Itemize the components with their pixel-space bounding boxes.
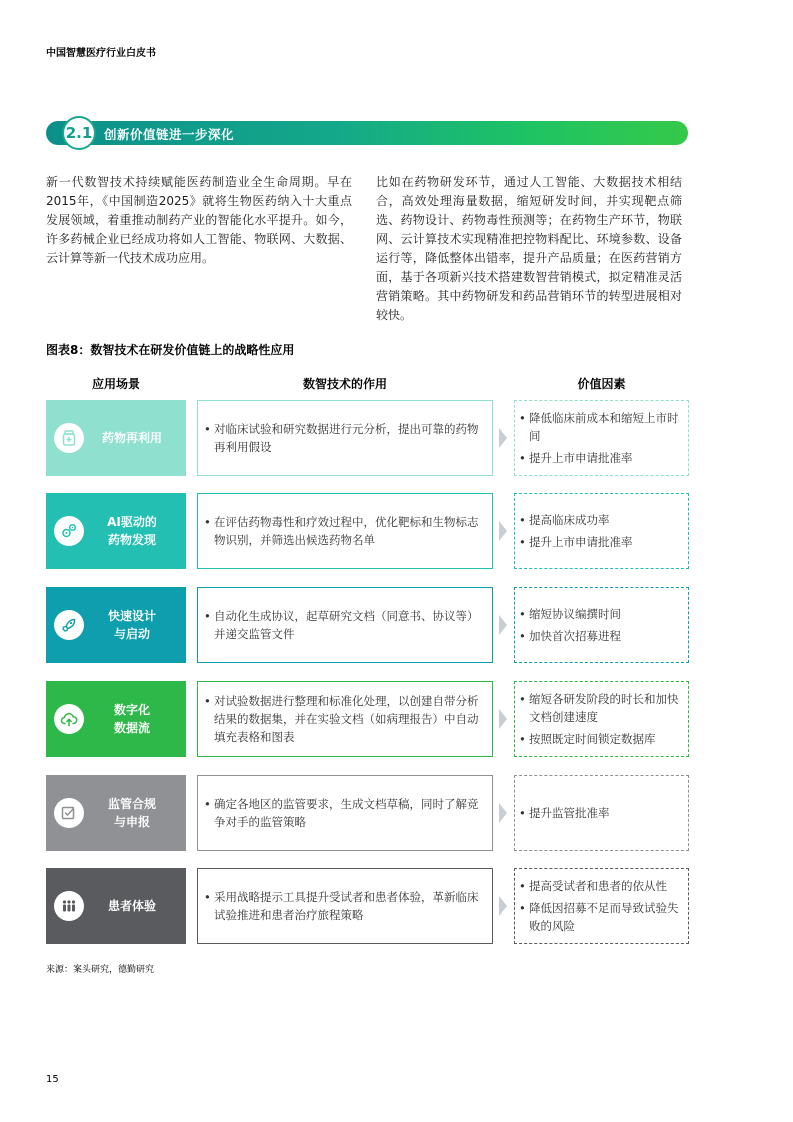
section-number-badge: 2.1 [62,116,96,150]
role-text: • 对临床试验和研究数据进行元分析，提出可靠的药物再利用假设 [204,420,482,456]
table-row [0,681,793,757]
people-group-icon [54,891,84,921]
intro-paragraph-left: 新一代数智技术持续赋能医药制造业全生命周期。早在2015年，《中国制造2025》就将生物医药纳入十大重点发展领域，着重推动制药产业的智能化水平提升。如今，许多药械企业已经成功将如人工智能、物联网、大数据、云计算等新一代技术成功应用。 [46,175,352,265]
scene-cell [46,493,186,569]
chevron-right-icon [499,521,507,541]
column-header-role: 数智技术的作用 [302,377,387,391]
scene-cell [46,681,186,757]
role-text: • 自动化生成协议，起草研究文档（同意书、协议等）并递交监管文件 [204,607,482,643]
value-cell [514,587,689,663]
scene-cell [46,400,186,476]
role-cell [197,493,493,569]
scene-label: 患者体验 [107,899,156,913]
value-item: • 提升上市申请批准率 [519,533,682,551]
role-text: • 确定各地区的监管要求，生成文档草稿，同时了解竞争对手的监管策略 [204,795,482,831]
role-cell [197,400,493,476]
value-item: • 提升监管批准率 [519,804,682,822]
value-item: • 加快首次招募进程 [519,627,682,645]
role-text: • 在评估药物毒性和疗效过程中，优化靶标和生物标志物识别，并筛选出候选药物名单 [204,513,482,549]
value-item: • 提高受试者和患者的依从性 [519,877,682,895]
column-header-value: 价值因素 [577,377,626,391]
column-header-scene: 应用场景 [91,377,140,391]
value-cell [514,681,689,757]
page-number: 15 [46,1074,59,1085]
role-cell [197,587,493,663]
rocket-icon [54,610,84,640]
role-cell [197,681,493,757]
medicine-bottle-icon [54,423,84,453]
value-item: • 提高临床成功率 [519,511,682,529]
running-header: 中国智慧医疗行业白皮书 [46,48,156,59]
chevron-right-icon [499,428,507,448]
chevron-right-icon [499,615,507,635]
value-item: • 降低临床前成本和缩短上市时间 [519,409,682,445]
scene-label: 数字化 数据流 [113,703,150,735]
role-cell [197,868,493,944]
scene-cell [46,775,186,851]
value-cell [514,775,689,851]
role-text: • 采用战略提示工具提升受试者和患者体验，革新临床试验推进和患者治疗旅程策略 [204,888,482,924]
value-item: • 按照既定时间锁定数据库 [519,730,682,748]
table-row [0,493,793,569]
value-item: • 提升上市申请批准率 [519,449,682,467]
scene-cell [46,587,186,663]
value-item: • 缩短协议编撰时间 [519,605,682,623]
value-cell [514,400,689,476]
value-cell [514,868,689,944]
role-text: • 对试验数据进行整理和标准化处理，以创建自带分析结果的数据集，并在实验文档（如病理报告）中自动填充表格和图表 [204,692,482,746]
section-title: 创新价值链进一步深化 [104,127,235,142]
figure-title: 图表8：数智技术在研发价值链上的战略性应用 [46,343,295,357]
value-item: • 降低因招募不足而导致试验失败的风险 [519,899,682,935]
chevron-right-icon [499,709,507,729]
cloud-upload-icon [54,704,84,734]
scene-label: 药物再利用 [101,431,162,445]
chevron-right-icon [499,803,507,823]
source-note: 来源：案头研究，德勤研究 [46,965,155,975]
scene-cell [46,868,186,944]
table-row [0,868,793,944]
checkbox-edit-icon [54,798,84,828]
scene-label: 快速设计 与启动 [107,609,156,641]
table-row [0,775,793,851]
role-cell [197,775,493,851]
scene-label: 监管合规 与申报 [107,797,156,829]
table-row [0,587,793,663]
value-item: • 缩短各研发阶段的时长和加快文档创建速度 [519,690,682,726]
intro-paragraph-right: 比如在药物研发环节，通过人工智能、大数据技术相结合，高效处理海量数据，缩短研发时间，并实现靶点筛选、药物设计、药物毒性预测等；在药物生产环节，物联网、云计算技术实现精准把控物料配比、环境参数、设备运行等，降低整体出错率，提升产品质量；在医药营销方面，基于各项新兴技术搭建数智营销模式，拟定精准灵活营销策略。其中药物研发和药品营销环节的转型进展相对较快。 [376,175,682,322]
scene-label: AI驱动的 药物发现 [107,515,157,547]
value-cell [514,493,689,569]
chevron-right-icon [499,896,507,916]
table-row [0,400,793,476]
gears-icon [54,516,84,546]
